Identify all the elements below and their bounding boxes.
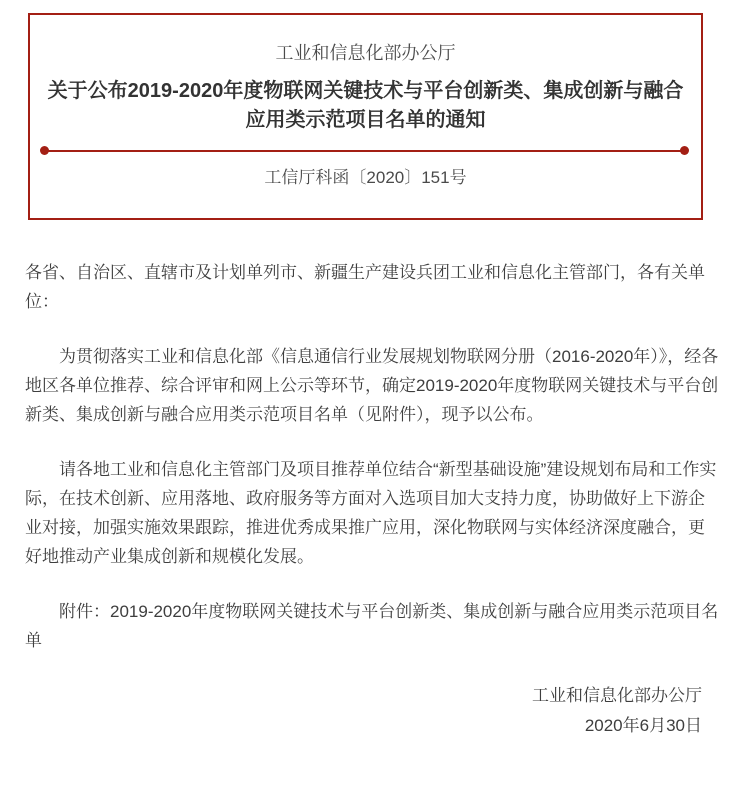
divider-left-dot — [40, 146, 49, 155]
document-title: 关于公布2019-2020年度物联网关键技术与平台创新类、集成创新与融合应用类示范项目名单的通知 — [47, 80, 684, 131]
header-divider — [42, 150, 687, 152]
bottom-whitespace — [0, 741, 749, 769]
signature-date: 2020年6月30日 — [584, 716, 702, 735]
body-paragraph-1: 为贯彻落实工业和信息化部《信息通信行业发展规划物联网分册（2016-2020年）》，经各地区各单位推荐、综合评审和网上公示等环节，确定2019-2020年度物联网关键技术与平台创新类、集成创新与融合应用类示范项目名单（见附件），现予以公布。 — [25, 347, 719, 424]
document-body — [25, 258, 721, 741]
divider-right-dot — [680, 146, 689, 155]
issuing-org: 工业和信息化部办公厅 — [275, 43, 456, 63]
document-page — [0, 13, 749, 769]
document-number: 工信厅科函〔2020〕151号 — [264, 168, 467, 187]
body-paragraph-2: 请各地工业和信息化主管部门及项目推荐单位结合“新型基础设施”建设规划布局和工作实际，在技术创新、应用落地、政府服务等方面对入选项目加大支持力度，协助做好上下游企业对接，加强实施效果跟踪，推进优秀成果推广应用，深化物联网与实体经济深度融合，更好地推动产业集成创新和规模化发展。 — [25, 460, 717, 566]
signature-org: 工业和信息化部办公厅 — [532, 686, 702, 705]
document-header — [28, 13, 703, 220]
attachment-paragraph: 附件：2019-2020年度物联网关键技术与平台创新类、集成创新与融合应用类示范项目名单 — [25, 602, 719, 650]
salutation-paragraph: 各省、自治区、直辖市及计划单列市、新疆生产建设兵团工业和信息化主管部门，各有关单位： — [25, 263, 705, 311]
signature-block — [25, 681, 721, 741]
